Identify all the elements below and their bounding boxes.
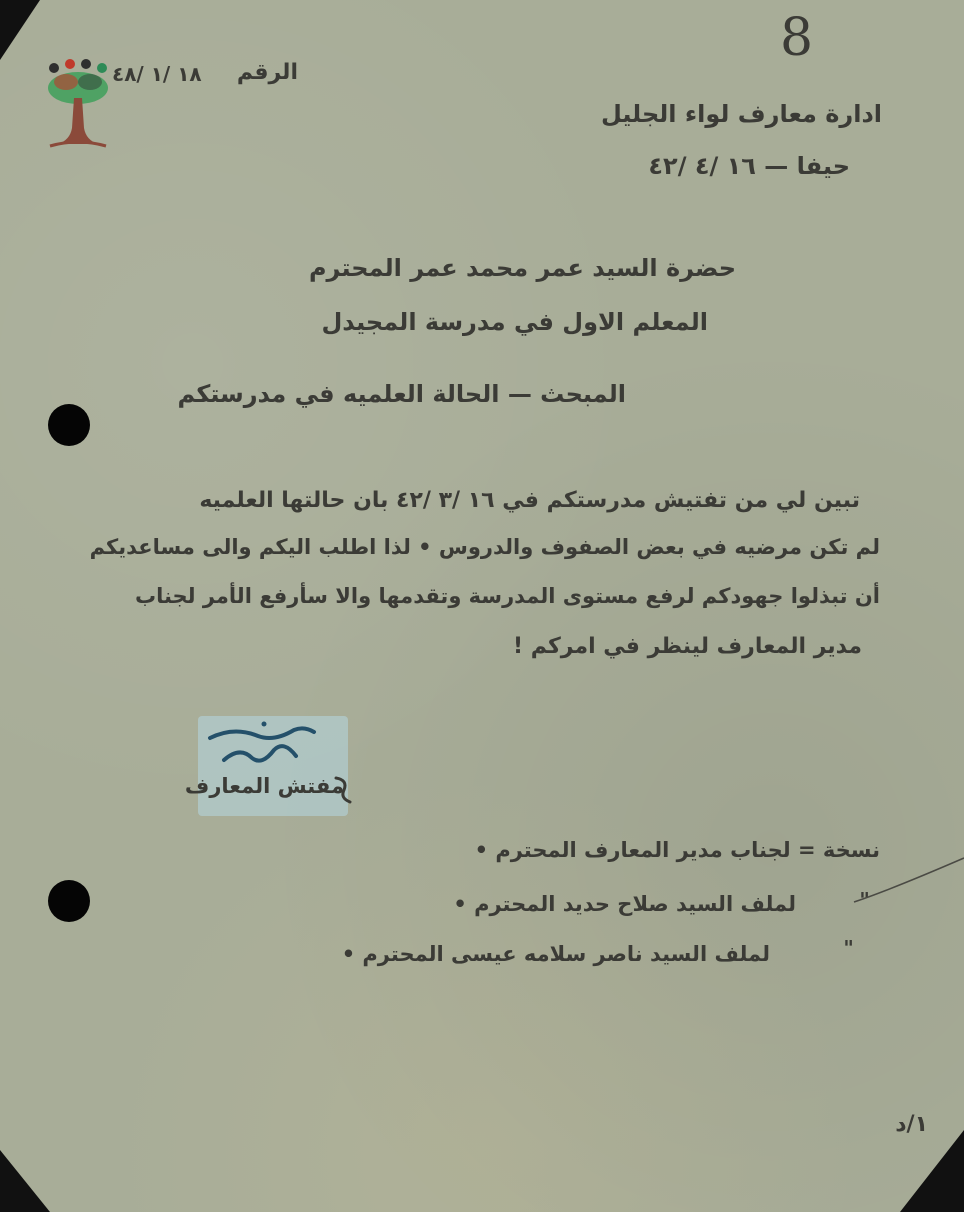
signature-mark xyxy=(330,772,354,808)
pencil-stroke xyxy=(850,850,964,910)
handwritten-page-number: 8 xyxy=(780,8,814,68)
ditto-mark: " xyxy=(859,888,870,912)
body-line: تبين لي من تفتيش مدرستكم في ١٦ /٣ /٤٢ بان حالتها العلميه xyxy=(199,488,860,513)
copy-line: نسخة = لجناب مدير المعارف المحترم • xyxy=(474,838,880,862)
punch-hole-bottom xyxy=(48,880,90,922)
sender-office: ادارة معارف لواء الجليل xyxy=(600,100,882,128)
cut-corner-bottom-left xyxy=(0,1150,50,1212)
ditto-mark: " xyxy=(843,936,854,960)
cut-corner-bottom-right xyxy=(900,1130,964,1212)
handwritten-signature xyxy=(204,716,324,772)
body-line: مدير المعارف لينظر في امركم ! xyxy=(513,634,862,659)
reference-number: ١٨ /١ /٤٨ xyxy=(112,62,202,86)
sender-place-date: حيفا — ١٦ /٤ /٤٢ xyxy=(648,152,850,180)
palestine-archive-tree-logo-icon xyxy=(40,58,116,154)
footer-mark: ١/د xyxy=(895,1112,928,1137)
addressee-name: حضرة السيد عمر محمد عمر المحترم xyxy=(308,254,736,282)
body-line: لم تكن مرضيه في بعض الصفوف والدروس • لذا اطلب اليكم والى مساعديكم xyxy=(89,535,880,559)
addressee-title: المعلم الاول في مدرسة المجيدل xyxy=(321,308,708,336)
signature-title: مفتش المعارف xyxy=(184,774,344,798)
reference-label: الرقم xyxy=(236,60,298,85)
body-line: أن تبذلوا جهودكم لرفع مستوى المدرسة وتقدمها والا سأرفع الأمر لجناب xyxy=(134,584,880,608)
copy-line: لملف السيد صلاح حديد المحترم • xyxy=(453,892,796,916)
cut-corner-top-left xyxy=(0,0,40,60)
subject-line: المبحث — الحالة العلميه في مدرستكم xyxy=(177,380,626,408)
punch-hole-top xyxy=(48,404,90,446)
copy-line: لملف السيد ناصر سلامه عيسى المحترم • xyxy=(341,942,770,966)
